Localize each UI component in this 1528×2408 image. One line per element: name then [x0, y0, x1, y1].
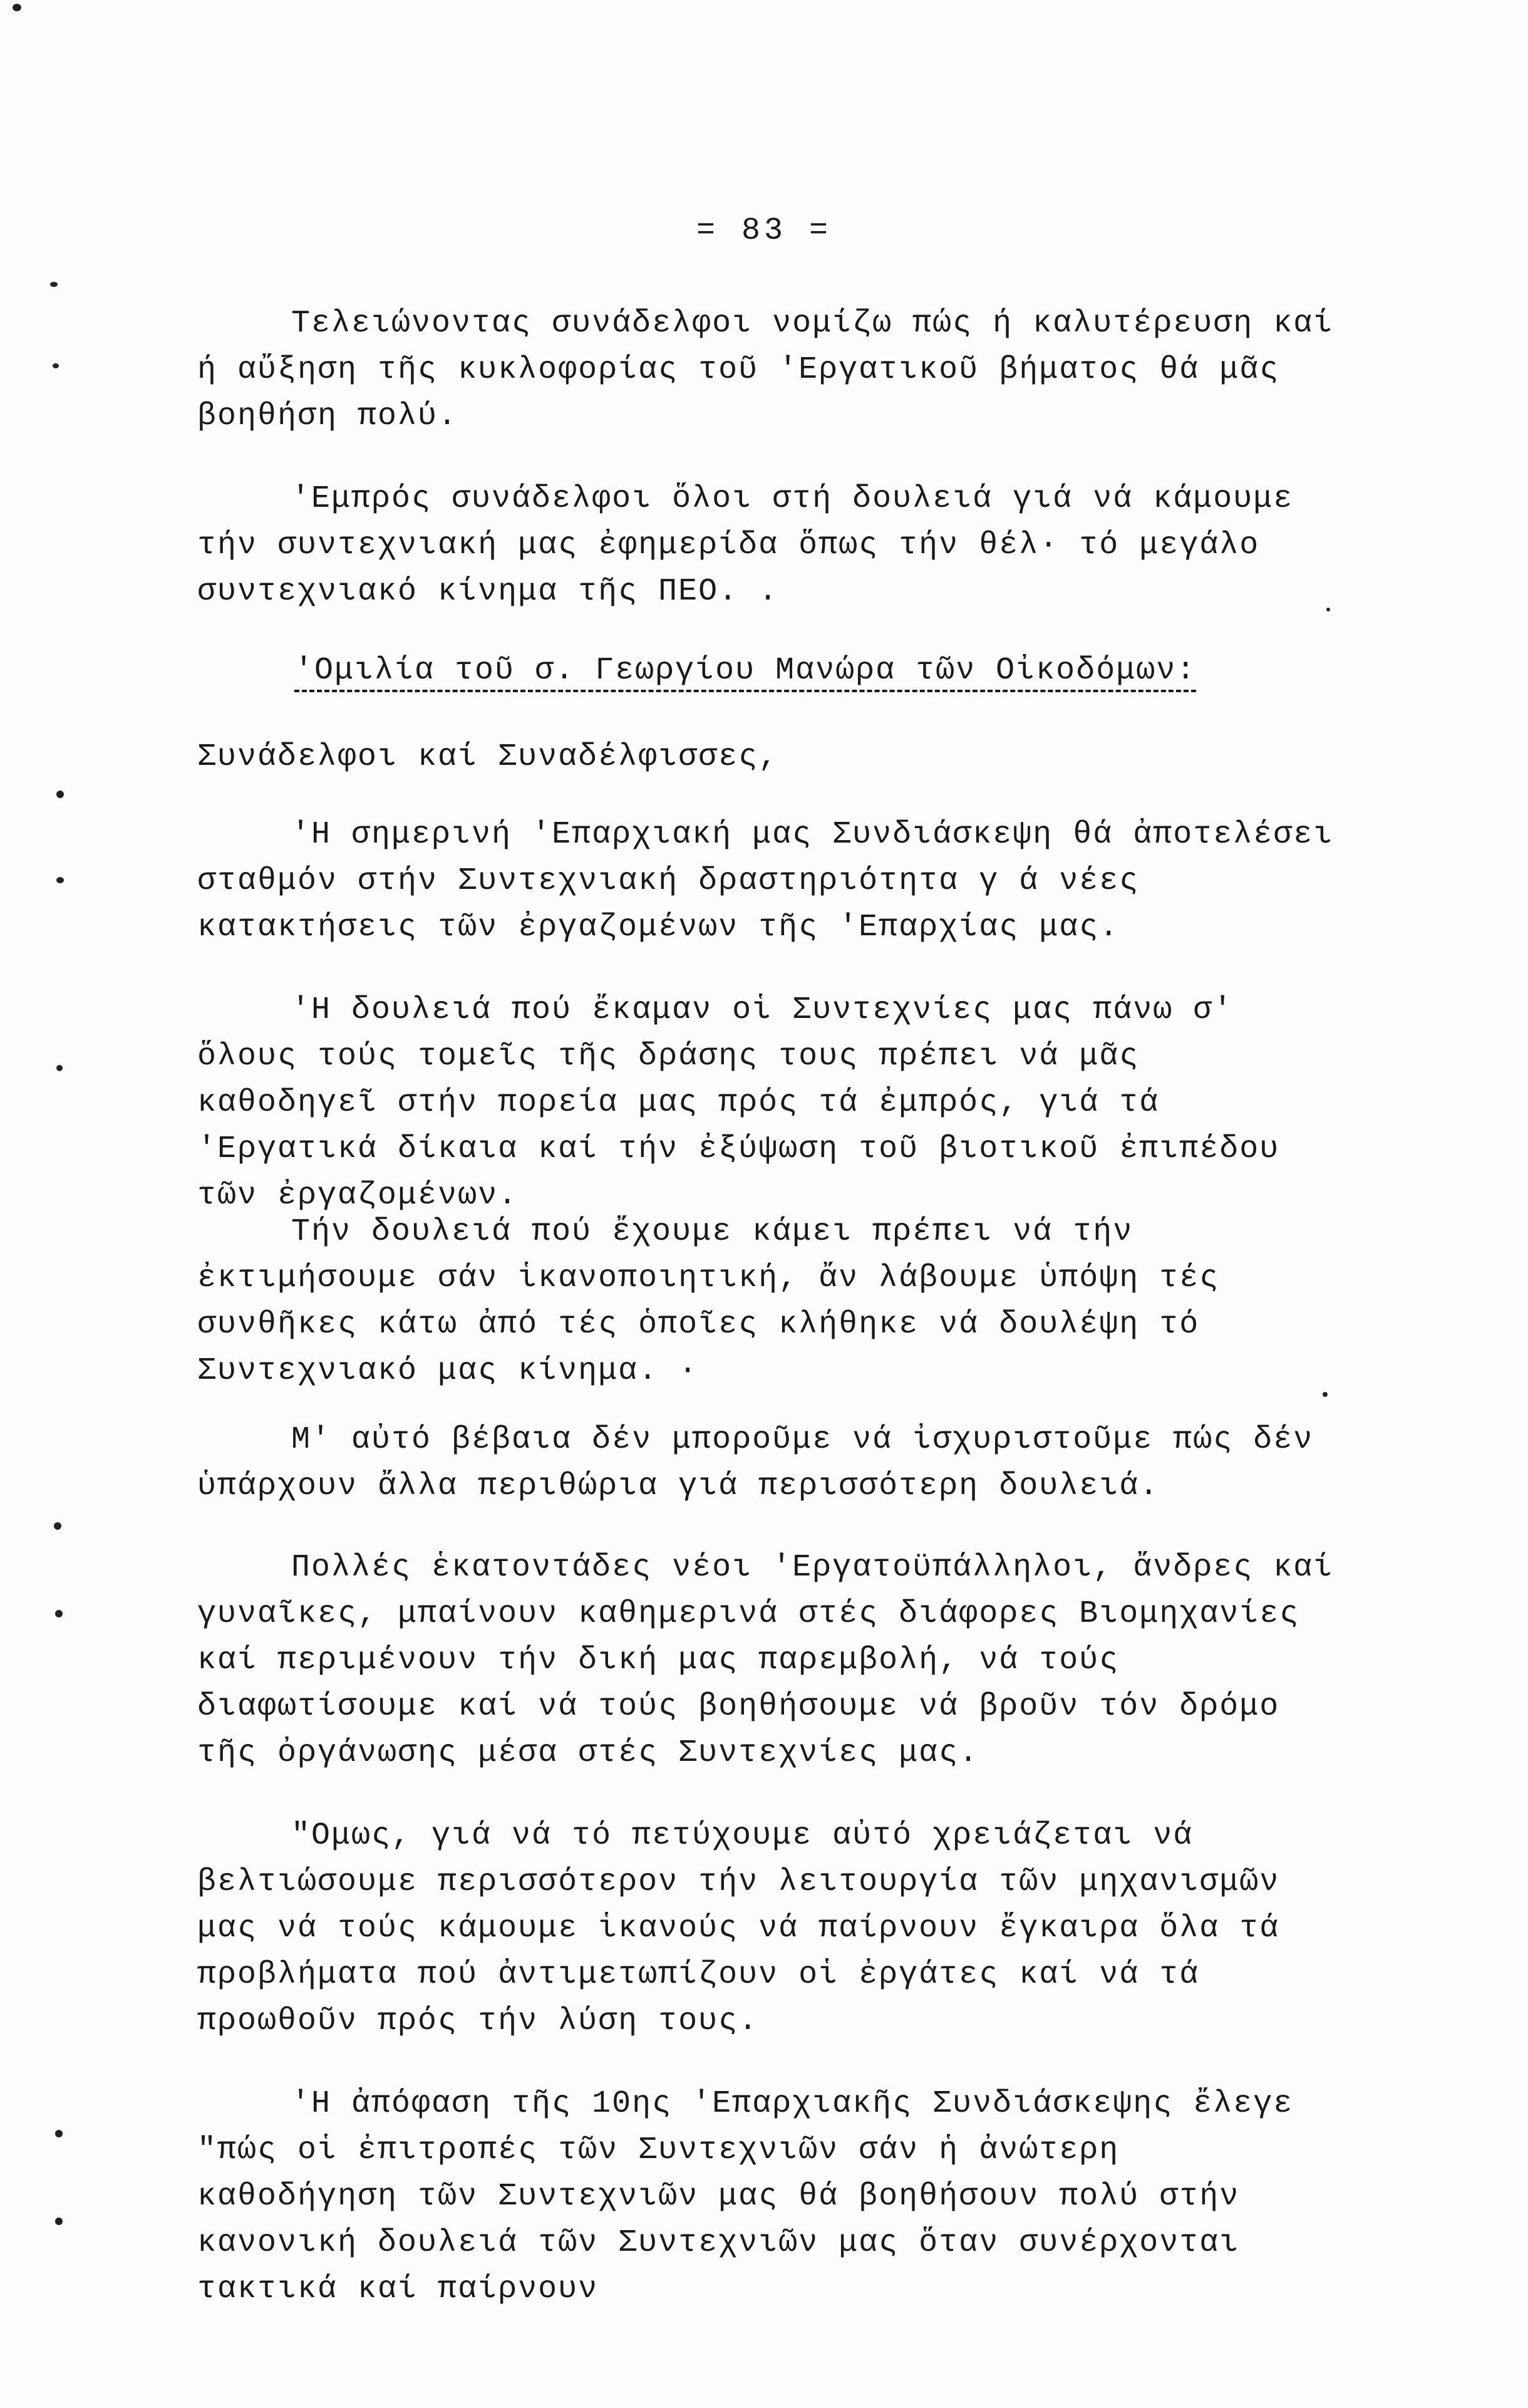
scan-speck	[50, 282, 58, 287]
paragraph-call-to-work: 'Εμπρός συνάδελφοι ὅλοι στή δουλειά γιά νά κάμουμε τήν συντεχνιακή μας ἐφημερίδα ὅπως τήν θέλ· τό μεγάλο συντεχνιακό κίνημα τῆς ΠΕΟ. .	[197, 481, 1314, 610]
scan-speck	[56, 1065, 63, 1071]
scan-speck	[56, 877, 64, 883]
scan-speck	[13, 4, 21, 11]
paragraph-more-work: Μ' αὐτό βέβαια δέν μποροῦμε νά ἰσχυριστοῦμε πώς δέν ὑπάρχουν ἄλλα περιθώρια γιά περισσότερη δουλειά.	[197, 1422, 1334, 1504]
page-number: = 83 =	[696, 213, 832, 249]
scan-speck	[55, 2218, 63, 2225]
scan-speck	[1326, 608, 1330, 611]
paragraph-closing-remarks: Τελειώνοντας συνάδελφοι νομίζω πώς ή καλυτέρευση καί ή αὔξηση τῆς κυκλοφορίας τοῦ 'Εργατικοῦ βήματος θά μᾶς βοηθήση πολύ.	[197, 306, 1354, 434]
paragraph-improve-mechanisms: "Ομως, γιά νά τό πετύχουμε αὐτό χρειάζεται νά βελτιώσουμε περισσότερον τήν λειτουργία τῶν μηχανισμῶν μας νά τούς κάμουμε ἱκανούς νά παίρνουν ἔγκαιρα ὅλα τά προβλήματα πού ἀντιμετωπίζουν οἱ ἐργάτες καί νά τά προωθοῦν πρός τήν λύση τους.	[197, 1818, 1300, 2039]
scan-speck	[55, 1610, 63, 1617]
salutation: Συνάδελφοι καί Συναδέλφισσες,	[197, 739, 779, 775]
scan-speck	[56, 791, 64, 798]
paragraph-assessment: Τήν δουλειά πού ἔχουμε κάμει πρέπει νά τήν ἐκτιμήσουμε σάν ἱκανοποιητική, ἄν λάβουμε ὑπόψη τές συνθῆκες κάτω ἀπό τές ὁποῖες κλήθηκε νά δουλέψη τό Συντεχνιακό μας κίνημα. ·	[197, 1214, 1240, 1389]
scan-speck	[54, 1522, 61, 1530]
scan-speck	[55, 2130, 63, 2137]
scan-speck	[1323, 1392, 1328, 1397]
paragraph-conference-milestone: 'Η σημερινή 'Επαρχιακή μας Συνδιάσκεψη θά ἀποτελέσει σταθμόν στήν Συντεχνιακή δραστηριότητα γ ά νέες κατακτήσεις τῶν ἐργαζομένων τῆς 'Επαρχίας μας.	[197, 817, 1354, 945]
paragraph-new-workers: Πολλές ἑκατοντάδες νέοι 'Εργατοϋπάλληλοι, ἄνδρες καί γυναῖκες, μπαίνουν καθημερινά στές διάφορες Βιομηχανίες καί περιμένουν τήν δική μας παρεμβολή, νά τούς διαφωτίσουμε καί νά τούς βοηθήσουμε νά βροῦν τόν δρόμο τῆς ὀργάνωσης μέσα στές Συντεχνίες μας.	[197, 1550, 1354, 1771]
speech-heading: 'Ομιλία τοῦ σ. Γεωργίου Μανώρα τῶν Οἰκοδόμων:	[294, 653, 1196, 692]
paragraph-work-of-unions: 'Η δουλειά πού ἔκαμαν οἱ Συντεχνίες μας πάνω σ' ὅλους τούς τομεῖς τῆς δράσης τους πρέπει νά μᾶς καθοδηγεῖ στήν πορεία μας πρός τά ἐμπρός, γιά τά 'Εργατικά δίκαια καί τήν ἐξύψωση τοῦ βιοτικοῦ ἐπιπέδου τῶν ἐργαζομένων.	[197, 992, 1300, 1213]
scan-speck	[53, 363, 59, 368]
paragraph-conference-decision: 'Η ἀπόφαση τῆς 10ης 'Επαρχιακῆς Συνδιάσκεψης ἔλεγε "πώς οἱ ἐπιτροπές τῶν Συντεχνιῶν σάν ἡ ἀνώτερη καθοδήγηση τῶν Συντεχνιῶν μας θά βοηθήσουν πολύ στήν κανονική δουλειά τῶν Συντεχνιῶν μας ὅταν συνέρχονται τακτικά καί παίρνουν	[197, 2086, 1314, 2307]
